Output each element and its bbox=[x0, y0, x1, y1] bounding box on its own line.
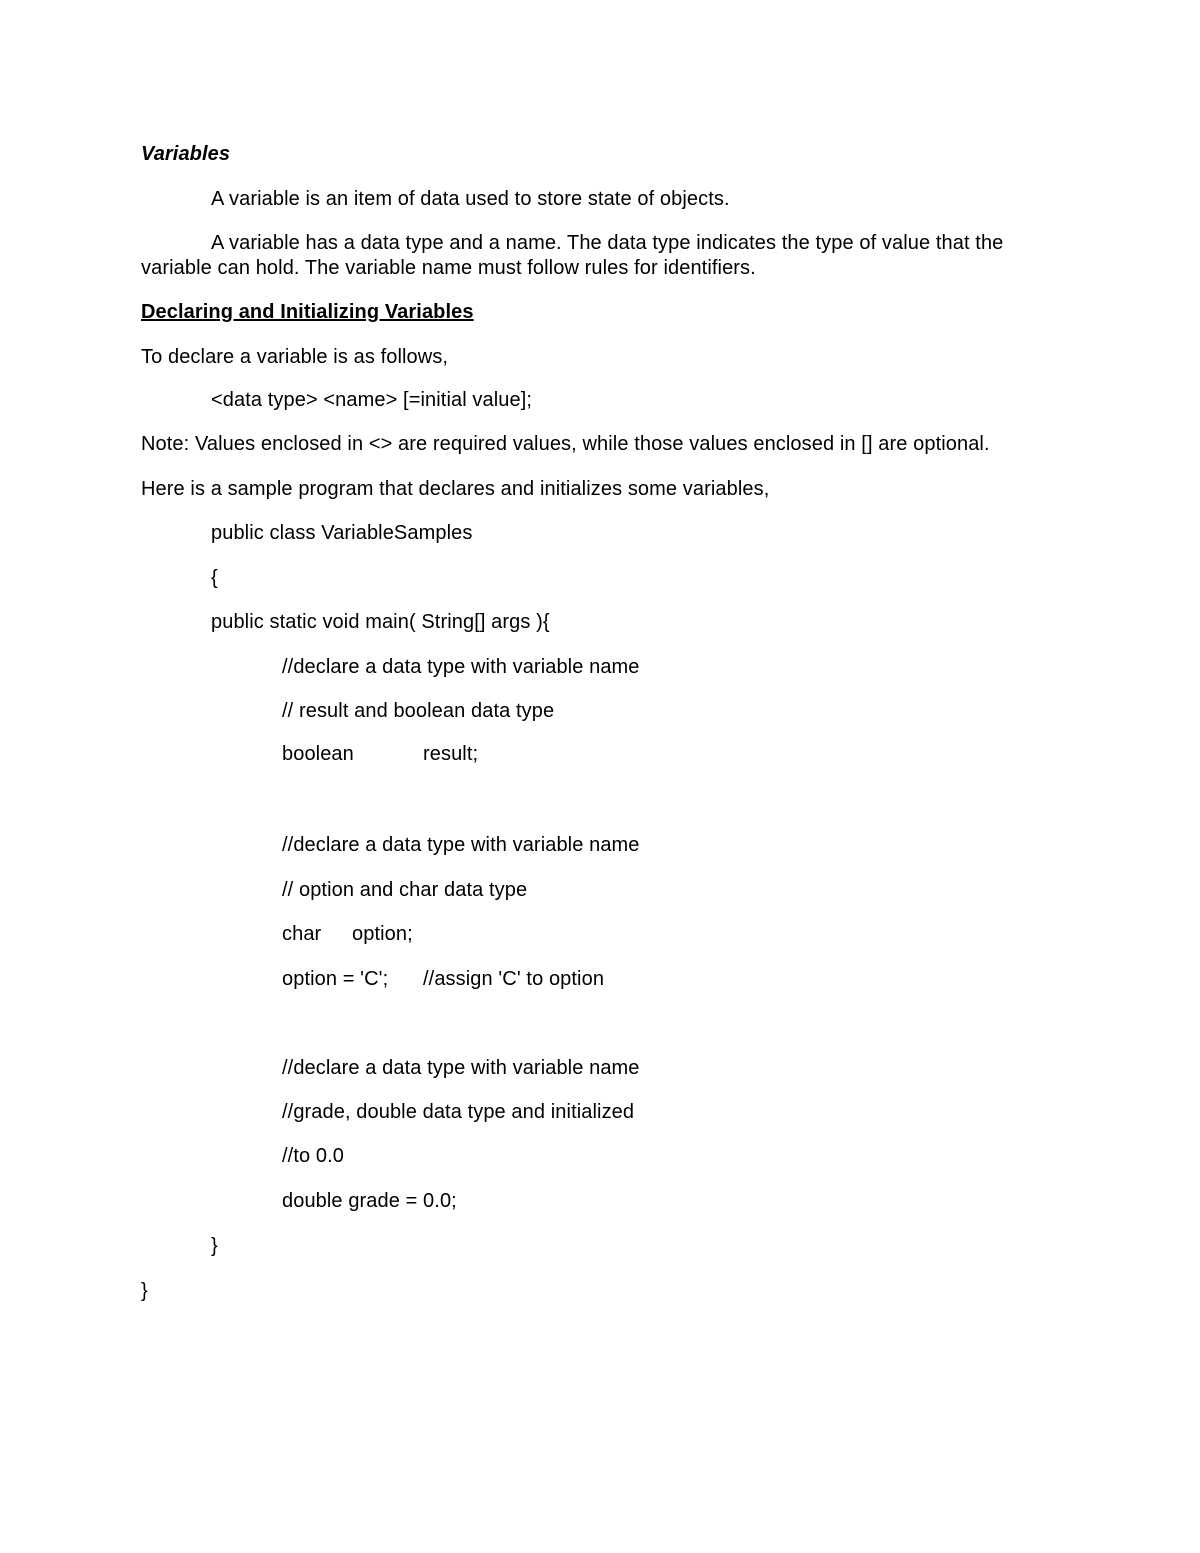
declare-intro: To declare a variable is as follows, bbox=[141, 346, 449, 368]
note-paragraph: Note: Values enclosed in <> are required values, while those values enclosed in [] are optional. bbox=[141, 433, 990, 455]
paragraph-data-type-line1: A variable has a data type and a name. The data type indicates the type of value that the bbox=[211, 232, 1004, 254]
syntax-line: <data type> <name> [=initial value]; bbox=[211, 389, 533, 411]
paragraph-data-type-line2: variable can hold. The variable name must follow rules for identifiers. bbox=[141, 257, 756, 279]
code-outer-close-brace: } bbox=[141, 1280, 148, 1302]
code-char-type: char bbox=[282, 923, 322, 945]
section-title-variables: Variables bbox=[141, 143, 231, 165]
code-main-declaration: public static void main( String[] args ){ bbox=[211, 611, 550, 633]
code-boolean-type: boolean bbox=[282, 743, 354, 765]
sample-intro: Here is a sample program that declares and initializes some variables, bbox=[141, 478, 770, 500]
code-comment: //grade, double data type and initialized bbox=[282, 1101, 635, 1123]
code-double-declaration: double grade = 0.0; bbox=[282, 1190, 457, 1212]
code-char-name: option; bbox=[352, 923, 413, 945]
code-comment: // option and char data type bbox=[282, 879, 528, 901]
code-comment: //declare a data type with variable name bbox=[282, 834, 640, 856]
code-boolean-name: result; bbox=[423, 743, 479, 765]
code-char-assign: option = 'C'; bbox=[282, 968, 389, 990]
code-comment: //to 0.0 bbox=[282, 1145, 344, 1167]
code-comment: //declare a data type with variable name bbox=[282, 1057, 640, 1079]
code-comment: // result and boolean data type bbox=[282, 700, 555, 722]
paragraph-variable-definition: A variable is an item of data used to store state of objects. bbox=[211, 188, 730, 210]
code-comment: //assign 'C' to option bbox=[423, 968, 605, 990]
code-class-declaration: public class VariableSamples bbox=[211, 522, 473, 544]
code-comment: //declare a data type with variable name bbox=[282, 656, 640, 678]
code-open-brace: { bbox=[211, 567, 218, 589]
code-inner-close-brace: } bbox=[211, 1235, 218, 1257]
section-heading-declaring: Declaring and Initializing Variables bbox=[141, 301, 474, 323]
